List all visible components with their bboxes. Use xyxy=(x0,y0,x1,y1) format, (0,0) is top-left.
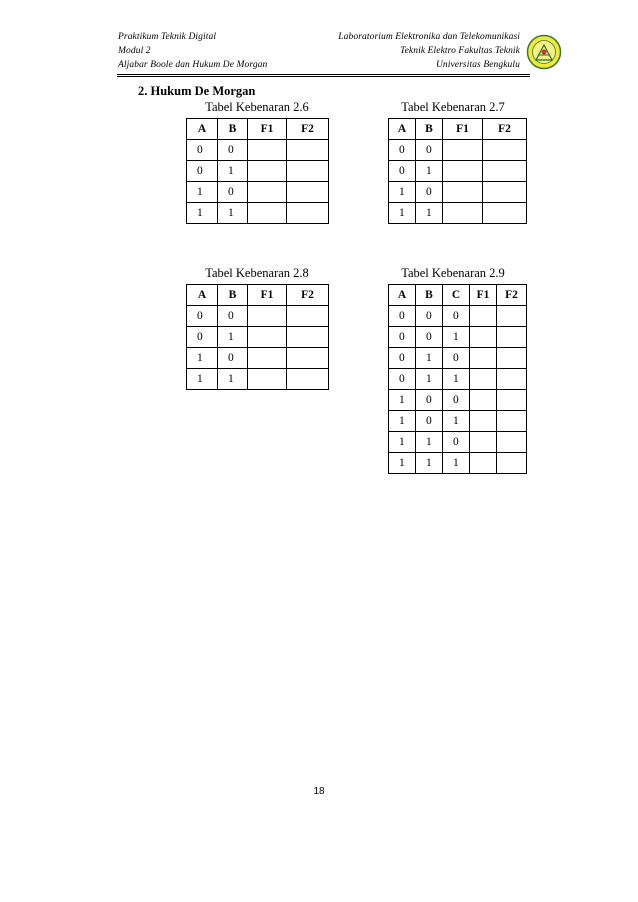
table-cell xyxy=(470,306,497,327)
table-cell: 1 xyxy=(416,432,443,453)
table-cell: 1 xyxy=(416,161,443,182)
header-divider-1 xyxy=(117,74,530,75)
table-row xyxy=(187,140,329,161)
table-cell: 1 xyxy=(218,369,248,390)
column-header: B xyxy=(416,119,443,140)
truth-table-2-6 xyxy=(186,118,329,224)
table-row xyxy=(389,390,527,411)
table-cell: 1 xyxy=(389,432,416,453)
table-cell xyxy=(497,348,527,369)
university-logo xyxy=(526,34,562,70)
table-cell xyxy=(443,161,483,182)
table-cell: 1 xyxy=(218,327,248,348)
table-cell: 0 xyxy=(416,182,443,203)
table-row xyxy=(187,348,329,369)
header-course: Praktikum Teknik Digital xyxy=(118,32,217,42)
table-row xyxy=(389,140,527,161)
table-row xyxy=(187,306,329,327)
table-row xyxy=(389,432,527,453)
table-cell: 0 xyxy=(389,348,416,369)
table-cell: 1 xyxy=(416,453,443,474)
table-cell: 0 xyxy=(187,161,218,182)
column-header: A xyxy=(389,285,416,306)
table-cell: 0 xyxy=(389,369,416,390)
column-header: B xyxy=(218,119,248,140)
truth-table-2-7 xyxy=(388,118,527,224)
table-cell: 0 xyxy=(443,348,470,369)
column-header: F2 xyxy=(287,119,329,140)
column-header: F2 xyxy=(497,285,527,306)
table-cell xyxy=(287,327,329,348)
column-header: F2 xyxy=(483,119,527,140)
table-cell xyxy=(287,369,329,390)
table-cell xyxy=(497,306,527,327)
table-cell: 0 xyxy=(443,390,470,411)
table-cell xyxy=(497,390,527,411)
truth-table-2-8 xyxy=(186,284,329,390)
table-row xyxy=(389,182,527,203)
table-cell xyxy=(248,203,287,224)
column-header: A xyxy=(389,119,416,140)
section-title: 2. Hukum De Morgan xyxy=(138,84,256,98)
table-cell: 1 xyxy=(443,369,470,390)
table-cell xyxy=(248,140,287,161)
table-cell: 1 xyxy=(389,453,416,474)
table-row xyxy=(389,369,527,390)
header-divider-2 xyxy=(117,76,530,77)
table-cell: 1 xyxy=(187,182,218,203)
table-caption-2-8: Tabel Kebenaran 2.8 xyxy=(205,266,309,280)
table-cell xyxy=(248,306,287,327)
table-cell xyxy=(470,411,497,432)
header-topic: Aljabar Boole dan Hukum De Morgan xyxy=(118,60,268,70)
table-cell: 0 xyxy=(443,432,470,453)
table-cell: 0 xyxy=(416,140,443,161)
table-cell: 0 xyxy=(187,306,218,327)
table-cell xyxy=(248,327,287,348)
table-cell xyxy=(497,369,527,390)
table-row xyxy=(389,306,527,327)
header-module: Modul 2 xyxy=(118,46,151,56)
table-cell xyxy=(443,182,483,203)
column-header: F1 xyxy=(443,119,483,140)
table-cell: 0 xyxy=(416,411,443,432)
table-cell xyxy=(287,161,329,182)
table-cell xyxy=(497,432,527,453)
table-cell: 1 xyxy=(389,390,416,411)
table-cell: 1 xyxy=(416,348,443,369)
table-cell: 1 xyxy=(389,203,416,224)
table-cell: 0 xyxy=(389,140,416,161)
table-cell xyxy=(287,203,329,224)
column-header: F1 xyxy=(248,285,287,306)
table-cell xyxy=(497,453,527,474)
table-caption-2-7: Tabel Kebenaran 2.7 xyxy=(401,100,505,114)
table-row xyxy=(389,327,527,348)
table-cell: 1 xyxy=(416,369,443,390)
table-cell: 0 xyxy=(218,182,248,203)
header-right xyxy=(338,30,520,72)
table-cell: 0 xyxy=(389,327,416,348)
table-row xyxy=(187,182,329,203)
table-cell xyxy=(470,348,497,369)
page-number: 18 xyxy=(313,786,325,797)
table-row xyxy=(187,327,329,348)
table-cell: 1 xyxy=(187,348,218,369)
table-cell: 1 xyxy=(218,203,248,224)
column-header: B xyxy=(218,285,248,306)
table-cell: 0 xyxy=(389,161,416,182)
table-cell xyxy=(287,306,329,327)
table-cell xyxy=(248,369,287,390)
table-cell xyxy=(470,453,497,474)
column-header: B xyxy=(416,285,443,306)
table-row xyxy=(187,203,329,224)
table-row xyxy=(389,348,527,369)
column-header: A xyxy=(187,119,218,140)
table-cell xyxy=(287,182,329,203)
column-header: F2 xyxy=(287,285,329,306)
table-row xyxy=(389,161,527,182)
table-cell xyxy=(483,140,527,161)
table-cell xyxy=(470,432,497,453)
table-cell xyxy=(483,161,527,182)
header-left xyxy=(118,30,267,72)
table-cell: 0 xyxy=(416,327,443,348)
table-row xyxy=(389,453,527,474)
header-university: Universitas Bengkulu xyxy=(435,60,520,70)
table-row xyxy=(389,411,527,432)
table-cell: 1 xyxy=(218,161,248,182)
table-cell: 0 xyxy=(187,140,218,161)
table-cell: 0 xyxy=(389,306,416,327)
table-cell: 0 xyxy=(187,327,218,348)
table-cell xyxy=(248,348,287,369)
truth-table-2-9 xyxy=(388,284,527,474)
header-department: Teknik Elektro Fakultas Teknik xyxy=(400,46,520,56)
table-row xyxy=(187,161,329,182)
table-cell: 1 xyxy=(187,203,218,224)
table-cell: 1 xyxy=(389,182,416,203)
table-cell xyxy=(443,140,483,161)
table-cell: 1 xyxy=(187,369,218,390)
table-cell xyxy=(248,182,287,203)
table-cell xyxy=(470,369,497,390)
table-cell xyxy=(287,348,329,369)
header-lab: Laboratorium Elektronika dan Telekomunikasi xyxy=(338,32,520,42)
table-cell xyxy=(497,327,527,348)
table-cell: 1 xyxy=(416,203,443,224)
table-row xyxy=(389,203,527,224)
column-header: C xyxy=(443,285,470,306)
table-cell xyxy=(483,182,527,203)
table-cell xyxy=(483,203,527,224)
table-row xyxy=(187,369,329,390)
table-cell: 0 xyxy=(416,390,443,411)
column-header: F1 xyxy=(248,119,287,140)
table-cell xyxy=(248,161,287,182)
table-caption-2-9: Tabel Kebenaran 2.9 xyxy=(401,266,505,280)
table-cell xyxy=(287,140,329,161)
table-cell: 0 xyxy=(218,306,248,327)
table-cell xyxy=(443,203,483,224)
table-cell xyxy=(497,411,527,432)
table-cell: 0 xyxy=(416,306,443,327)
table-cell xyxy=(470,327,497,348)
table-cell: 1 xyxy=(443,411,470,432)
column-header: F1 xyxy=(470,285,497,306)
column-header: A xyxy=(187,285,218,306)
table-cell: 1 xyxy=(443,327,470,348)
table-cell: 0 xyxy=(443,306,470,327)
table-cell: 0 xyxy=(218,348,248,369)
table-cell: 1 xyxy=(443,453,470,474)
table-cell: 1 xyxy=(389,411,416,432)
table-cell xyxy=(470,390,497,411)
table-caption-2-6: Tabel Kebenaran 2.6 xyxy=(205,100,309,114)
table-cell: 0 xyxy=(218,140,248,161)
